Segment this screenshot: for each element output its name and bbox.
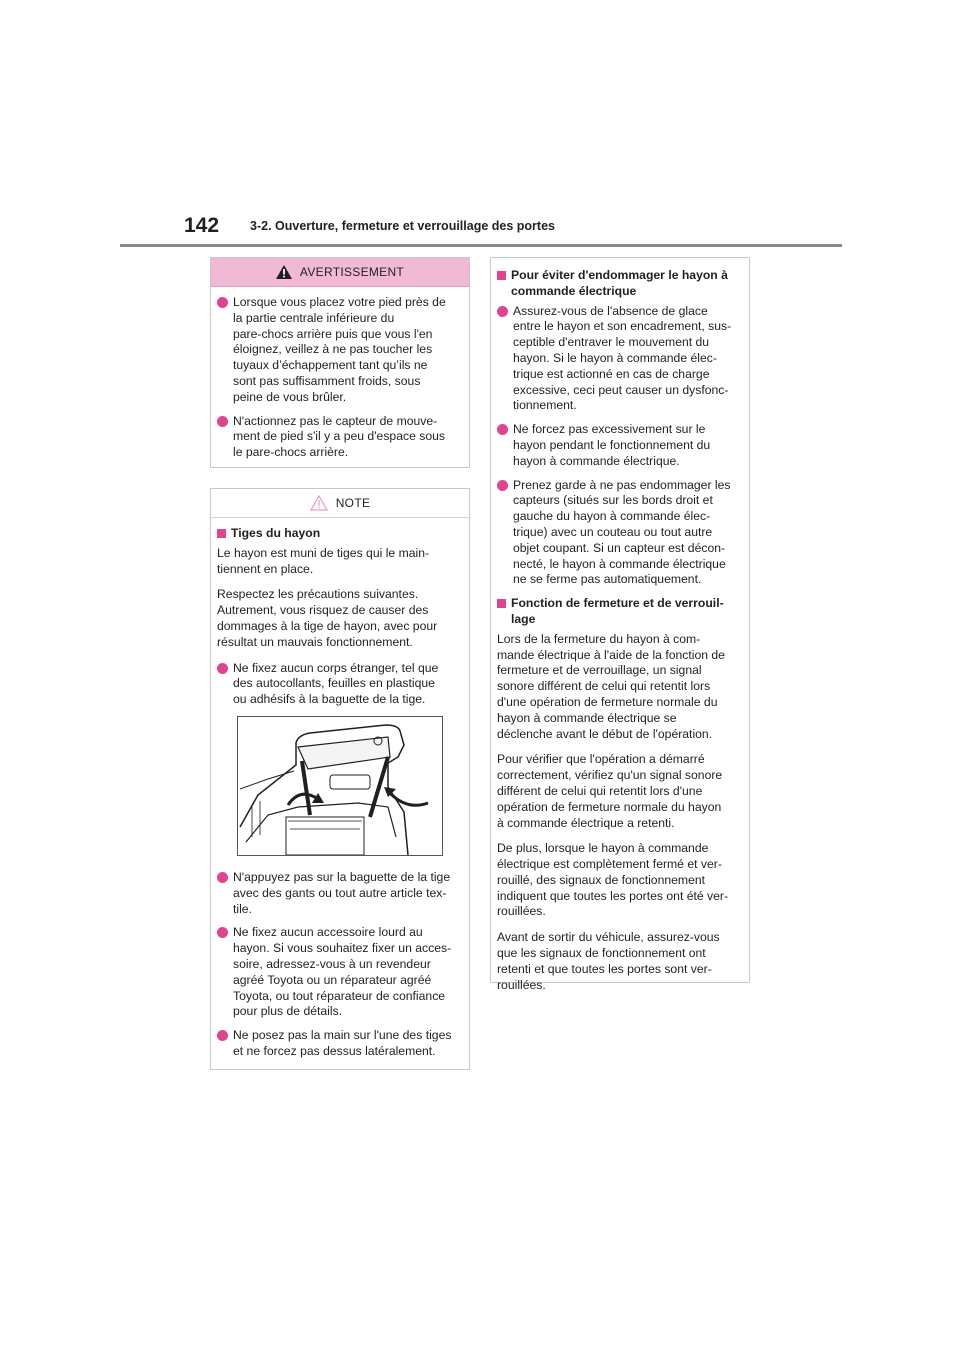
note-paragraph bbox=[217, 587, 463, 650]
text-line: trique) avec un couteau ou tout autre bbox=[513, 524, 713, 539]
warning-title: AVERTISSEMENT bbox=[299, 265, 405, 279]
text-line: N'appuyez pas sur la baguette de la tige bbox=[233, 869, 451, 884]
text-line: tuyaux d’échappement tant qu’ils ne bbox=[233, 358, 428, 373]
text-line: Ne fixez aucun accessoire lourd au bbox=[233, 925, 423, 940]
text-line: Avant de sortir du véhicule, assurez-vous bbox=[497, 930, 720, 945]
text-line: sonore différent de celui qui retentit lors bbox=[497, 679, 711, 694]
text-line: électrique est complètement fermé et ver- bbox=[497, 857, 722, 872]
text-line: hayon à commande électrique se bbox=[497, 710, 677, 725]
bullet-dot-icon bbox=[217, 663, 228, 674]
text-line: peine de vous brûler. bbox=[233, 389, 347, 404]
text-line: Toyota, ou tout réparateur de confiance bbox=[233, 988, 446, 1003]
note-bullet bbox=[217, 925, 463, 1020]
bullet-dot-icon bbox=[497, 424, 508, 435]
text-line: ou adhésifs à la baguette de la tige. bbox=[233, 692, 426, 707]
text-line: Prenez garde à ne pas endommager les bbox=[513, 477, 731, 492]
text-line: rouillé, des signaux de fonctionnement bbox=[497, 872, 705, 887]
note-title: NOTE bbox=[335, 496, 371, 510]
text-line: Assurez-vous de l'absence de glace bbox=[513, 303, 708, 318]
text-line: Fonction de fermeture et de verrouil- bbox=[511, 596, 724, 611]
text-line: Ne fixez aucun corps étranger, tel que bbox=[233, 660, 439, 675]
text-line: excessive, ceci peut causer un dysfonc- bbox=[513, 382, 729, 397]
caution-outline-triangle-icon bbox=[310, 495, 328, 511]
right-paragraph bbox=[497, 930, 743, 993]
bullet-dot-icon bbox=[217, 416, 228, 427]
text-line: entre le hayon et son encadrement, sus- bbox=[513, 319, 732, 334]
text-line: des autocollants, feuilles en plastique bbox=[233, 676, 435, 691]
right-paragraph bbox=[497, 752, 743, 831]
right-paragraph bbox=[497, 632, 743, 743]
bullet-dot-icon bbox=[217, 927, 228, 938]
text-line: et ne forcez pas dessus latéralement. bbox=[233, 1043, 436, 1058]
text-line: objet coupant. Si un capteur est décon- bbox=[513, 540, 726, 555]
bullet-dot-icon bbox=[217, 297, 228, 308]
text-line: différent de celui qui retentit lors d'une bbox=[497, 783, 703, 798]
warning-body bbox=[211, 287, 469, 473]
text-line: pour plus de détails. bbox=[233, 1004, 343, 1019]
text-line: éloignez, veillez à ne pas toucher les bbox=[233, 342, 433, 357]
text-line: Pour éviter d'endommager le hayon à bbox=[511, 268, 728, 282]
text-line: avec des gants ou tout autre article tex- bbox=[233, 885, 447, 900]
text-line: rouillées. bbox=[497, 977, 546, 992]
text-line: déclenche avant le début de l'opération. bbox=[497, 726, 713, 741]
note-box bbox=[210, 488, 470, 1070]
text-line: commande électrique bbox=[511, 283, 637, 298]
text-line: Le hayon est muni de tiges qui le main- bbox=[217, 545, 430, 560]
text-line: ne se ferme pas automatiquement. bbox=[513, 572, 702, 587]
note-header bbox=[211, 489, 469, 518]
text-line: Ne posez pas la main sur l'une des tiges bbox=[233, 1028, 452, 1043]
text-line: tile. bbox=[233, 901, 252, 916]
warning-box bbox=[210, 257, 470, 468]
warning-header bbox=[211, 258, 469, 287]
square-bullet-icon bbox=[497, 271, 506, 280]
page-header bbox=[0, 0, 960, 250]
bullet-dot-icon bbox=[497, 480, 508, 491]
page-number: 142 bbox=[184, 214, 220, 237]
text-line: dommages à la tige de hayon, avec pour bbox=[217, 618, 438, 633]
text-line: De plus, lorsque le hayon à commande bbox=[497, 841, 709, 856]
right-heading-damage bbox=[497, 268, 743, 300]
right-body bbox=[491, 258, 749, 1007]
text-line: indiquent que toutes les portes ont été ver- bbox=[497, 888, 729, 903]
text-line: la partie centrale inférieure du bbox=[233, 310, 395, 325]
text-line: Ne forcez pas excessivement sur le bbox=[513, 422, 706, 437]
right-bullet bbox=[497, 478, 743, 589]
text-line: tiennent en place. bbox=[217, 561, 314, 576]
text-line: d'une opération de fermeture normale du bbox=[497, 694, 718, 709]
text-line: Autrement, vous risquez de causer des bbox=[217, 603, 429, 618]
text-line: ment de pied s'il y a peu d'espace sous bbox=[233, 429, 445, 444]
right-bullet bbox=[497, 422, 743, 469]
text-line: fermeture et de verrouillage, un signal bbox=[497, 663, 702, 678]
warning-triangle-icon bbox=[276, 265, 292, 279]
text-line: soire, adressez-vous à un revendeur bbox=[233, 956, 431, 971]
text-line: retenti et que toutes les portes sont ver- bbox=[497, 961, 712, 976]
text-line: mande électrique à l'aide de la fonction de bbox=[497, 647, 725, 662]
header-rule bbox=[120, 244, 842, 247]
text-line: gauche du hayon à commande élec- bbox=[513, 509, 711, 524]
text-line: N'actionnez pas le capteur de mouve- bbox=[233, 413, 438, 428]
square-bullet-icon bbox=[217, 529, 226, 538]
right-info-box bbox=[490, 257, 750, 992]
text-line: à commande électrique a retenti. bbox=[497, 815, 675, 830]
liftgate-struts-illustration bbox=[237, 716, 443, 856]
right-paragraph bbox=[497, 841, 743, 920]
text-line: Respectez les précautions suivantes. bbox=[217, 587, 419, 602]
text-line: que les signaux de fonctionnement ont bbox=[497, 946, 706, 961]
text-line: Lorsque vous placez votre pied près de bbox=[233, 295, 446, 309]
text-line: sont pas suffisamment froids, sous bbox=[233, 373, 421, 388]
text-line: rouillées. bbox=[497, 904, 546, 919]
text-line: pare-chocs arrière puis que vous l'en bbox=[233, 326, 433, 341]
text-line: opération de fermeture normale du hayon bbox=[497, 799, 722, 814]
text-line: hayon. Si le hayon à commande élec- bbox=[513, 350, 717, 365]
warning-bullet bbox=[217, 295, 463, 406]
bullet-dot-icon bbox=[497, 306, 508, 317]
text-line: lage bbox=[511, 611, 536, 626]
bullet-dot-icon bbox=[217, 872, 228, 883]
right-bullet bbox=[497, 304, 743, 415]
warning-bullet bbox=[217, 414, 463, 461]
text-line: Pour vérifier que l'opération a démarré bbox=[497, 752, 705, 767]
note-bullet bbox=[217, 661, 463, 708]
text-line: agréé Toyota ou un réparateur agréé bbox=[233, 972, 432, 987]
text-line: tionnement. bbox=[513, 398, 577, 413]
right-heading-lock bbox=[497, 596, 743, 628]
text-line: correctement, vérifiez qu'un signal sonore bbox=[497, 768, 723, 783]
text-line: trique est actionné en cas de charge bbox=[513, 366, 710, 381]
text-line: hayon. Si vous souhaitez fixer un acces- bbox=[233, 941, 452, 956]
liftgate-illustration-svg bbox=[238, 717, 442, 855]
note-heading: Tiges du hayon bbox=[217, 526, 463, 542]
text-line: hayon pendant le fonctionnement du bbox=[513, 437, 711, 452]
square-bullet-icon bbox=[497, 599, 506, 608]
text-line: necté, le hayon à commande électrique bbox=[513, 556, 726, 571]
text-line: Lors de la fermeture du hayon à com- bbox=[497, 631, 701, 646]
text-line: capteurs (situés sur les bords droit et bbox=[513, 493, 713, 508]
text-line: résultat un mauvais fonctionnement. bbox=[217, 634, 413, 649]
bullet-dot-icon bbox=[217, 1030, 228, 1041]
section-title: 3-2. Ouverture, fermeture et verrouillage des portes bbox=[250, 219, 555, 233]
text-line: ceptible d'entraver le mouvement du bbox=[513, 335, 710, 350]
text-line: le pare-chocs arrière. bbox=[233, 445, 349, 460]
note-bullet bbox=[217, 1028, 463, 1060]
text-line: hayon à commande électrique. bbox=[513, 453, 680, 468]
note-paragraph bbox=[217, 546, 463, 578]
note-body bbox=[211, 518, 469, 1072]
note-bullet bbox=[217, 870, 463, 917]
